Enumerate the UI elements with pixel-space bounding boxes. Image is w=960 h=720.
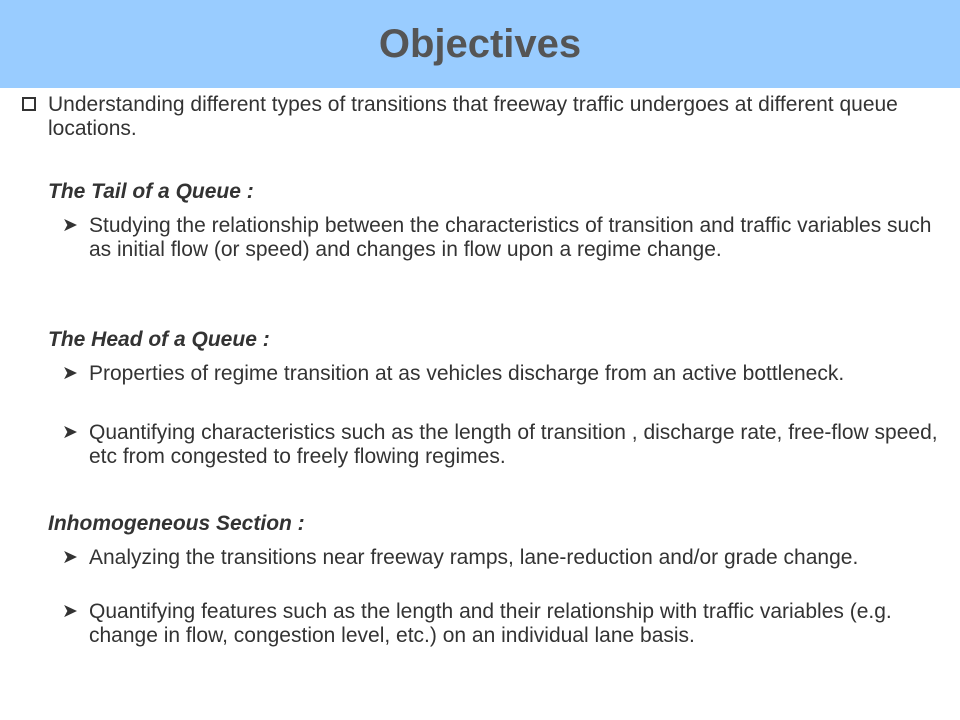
list-item [62, 214, 942, 262]
section-heading-inhomogeneous: Inhomogeneous Section : [48, 512, 305, 535]
section-heading-tail: The Tail of a Queue : [48, 180, 254, 203]
title-bar [0, 0, 960, 88]
list-item-text: Studying the relationship between the characteristics of transition and traffic variables such as initial flow (or speed) and changes in flow upon a regime change. [89, 214, 932, 261]
list-item [62, 600, 942, 648]
arrow-bullet-icon: ➤ [62, 363, 78, 384]
arrow-bullet-icon: ➤ [62, 422, 78, 443]
arrow-bullet-icon: ➤ [62, 601, 78, 622]
list-item-text: Properties of regime transition at as vehicles discharge from an active bottleneck. [89, 362, 845, 385]
list-item [62, 546, 942, 570]
main-bullet-text: Understanding different types of transitions that freeway traffic undergoes at different queue locations. [48, 93, 898, 140]
section-heading-head: The Head of a Queue : [48, 328, 270, 351]
list-item-text: Analyzing the transitions near freeway ramps, lane-reduction and/or grade change. [89, 546, 859, 569]
main-bullet-item [22, 93, 942, 141]
slide-title: Objectives [378, 22, 582, 66]
hollow-square-bullet-icon [22, 97, 36, 111]
arrow-bullet-icon: ➤ [62, 215, 78, 236]
arrow-bullet-icon: ➤ [62, 547, 78, 568]
list-item [62, 421, 942, 469]
list-item-text: Quantifying features such as the length and their relationship with traffic variables (e.g. change in flow, congestion level, etc.) on an individual lane basis. [89, 600, 892, 647]
list-item-text: Quantifying characteristics such as the length of transition , discharge rate, free-flow speed, etc from congested to freely flowing regimes. [89, 421, 938, 468]
list-item [62, 362, 942, 386]
